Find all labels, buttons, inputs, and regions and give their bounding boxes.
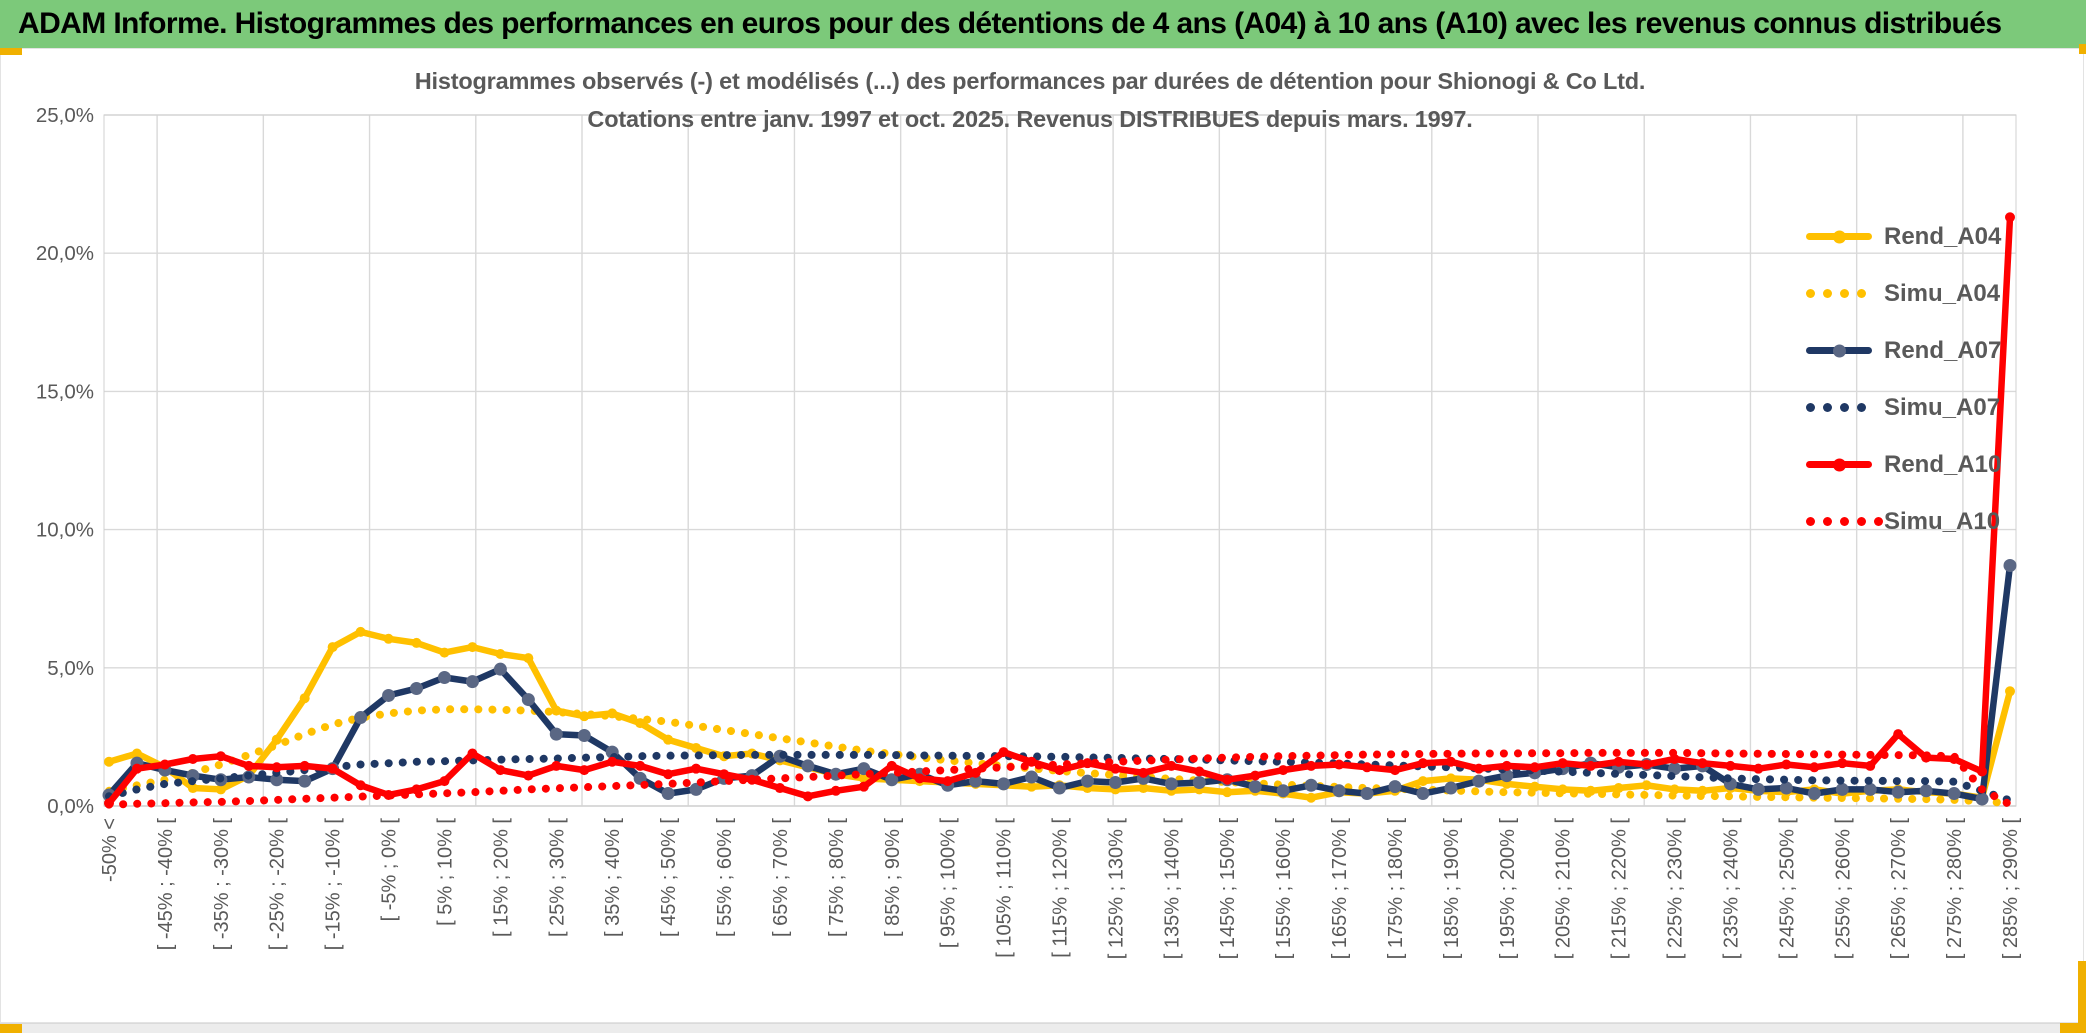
x-tick-label: [ 195% ; 200% [ xyxy=(1496,818,1519,960)
x-tick-label: [ 285% ; 290% [ xyxy=(2000,818,2022,960)
data-point xyxy=(663,769,673,779)
data-point xyxy=(1920,784,1933,797)
data-point xyxy=(801,759,814,772)
chart-subtitle: Cotations entre janv. 1997 et oct. 2025. Revenus DISTRIBUES depuis mars. 1997. xyxy=(587,106,1473,132)
legend-item-Simu_A07[interactable] xyxy=(1806,379,2058,436)
legend-dotted-swatch xyxy=(1806,289,1876,298)
data-point xyxy=(356,780,366,790)
y-tick-label: 25,0% xyxy=(35,104,94,127)
data-point xyxy=(300,693,310,703)
legend-line-swatch xyxy=(1806,461,1876,468)
data-point xyxy=(607,757,617,767)
data-point xyxy=(775,783,785,793)
data-point xyxy=(495,765,505,775)
data-point xyxy=(1193,776,1206,789)
data-point xyxy=(915,773,925,783)
legend-label: Simu_A04 xyxy=(1884,279,2001,307)
gold-accent-bottom-right xyxy=(2060,1023,2086,1033)
data-point xyxy=(1474,764,1484,774)
data-point xyxy=(467,642,477,652)
data-point xyxy=(1025,770,1038,783)
y-tick-label: 15,0% xyxy=(35,380,94,404)
x-tick-label: [ 45% ; 50% [ xyxy=(658,818,681,937)
data-point xyxy=(382,689,395,702)
data-point xyxy=(410,682,423,695)
data-point xyxy=(1278,765,1288,775)
data-point xyxy=(438,671,451,684)
x-tick-label: [ 165% ; 170% [ xyxy=(1329,818,1352,960)
legend-item-Simu_A04[interactable] xyxy=(1806,265,2058,322)
x-tick-label: [ 255% ; 260% [ xyxy=(1832,818,1855,960)
data-point xyxy=(1053,782,1066,795)
data-point xyxy=(2005,686,2015,696)
data-point xyxy=(328,764,338,774)
data-point xyxy=(1642,760,1652,770)
data-point xyxy=(579,765,589,775)
legend-item-Rend_A07[interactable] xyxy=(1806,322,2058,379)
x-tick-label: [ 55% ; 60% [ xyxy=(714,818,737,937)
data-point xyxy=(887,761,897,771)
data-point xyxy=(1418,776,1428,786)
x-tick-label: [ 265% ; 270% [ xyxy=(1888,818,1911,960)
data-point xyxy=(1808,787,1821,800)
data-point xyxy=(1390,765,1400,775)
legend-item-Rend_A04[interactable] xyxy=(1806,208,2058,265)
data-point xyxy=(1165,777,1178,790)
data-point xyxy=(1780,782,1793,795)
chart-title-block xyxy=(0,62,2060,138)
y-axis-labels xyxy=(36,104,94,818)
data-point xyxy=(578,729,591,742)
chart-title: Histogrammes observés (-) et modélisés (...) des performances par durées de détention pour Shionogi & Co Ltd. xyxy=(414,68,1646,94)
x-tick-label: [ -45% ; -40% [ xyxy=(154,818,177,951)
data-point xyxy=(943,776,953,786)
data-point xyxy=(1306,793,1316,803)
data-point xyxy=(1446,757,1456,767)
x-tick-label: [ 25% ; 30% [ xyxy=(546,818,569,937)
data-point xyxy=(1277,784,1290,797)
data-point xyxy=(384,634,394,644)
data-point xyxy=(1362,762,1372,772)
data-point xyxy=(216,751,226,761)
legend-line-swatch xyxy=(1806,347,1876,354)
data-point xyxy=(300,761,310,771)
data-point xyxy=(1138,768,1148,778)
data-point xyxy=(1361,787,1374,800)
gridlines xyxy=(104,115,2016,806)
data-point xyxy=(662,787,675,800)
data-point xyxy=(635,761,645,771)
chart-legend[interactable] xyxy=(1806,208,2058,550)
legend-label: Rend_A10 xyxy=(1884,450,2002,478)
x-tick-label: [ 225% ; 230% [ xyxy=(1664,818,1687,960)
data-point xyxy=(522,693,535,706)
data-point xyxy=(466,675,479,688)
data-point xyxy=(1110,764,1120,774)
x-tick-label: [ 65% ; 70% [ xyxy=(769,818,792,937)
data-point xyxy=(859,782,869,792)
data-point xyxy=(1194,766,1204,776)
x-tick-label: [ 105% ; 110% [ xyxy=(993,818,1016,958)
data-point xyxy=(356,627,366,637)
data-point xyxy=(439,648,449,658)
data-point xyxy=(132,764,142,774)
data-point xyxy=(1892,786,1905,799)
data-point xyxy=(467,748,477,758)
x-tick-label: [ 245% ; 250% [ xyxy=(1776,818,1799,960)
data-point xyxy=(831,786,841,796)
data-point xyxy=(1614,757,1624,767)
data-point xyxy=(244,761,254,771)
x-tick-label: [ 205% ; 210% [ xyxy=(1552,818,1575,960)
data-point xyxy=(1865,761,1875,771)
data-point xyxy=(1222,775,1232,785)
data-point xyxy=(1530,762,1540,772)
data-point xyxy=(1334,760,1344,770)
x-tick-label: [ -15% ; -10% [ xyxy=(322,818,345,951)
data-point xyxy=(354,711,367,724)
gold-accent-bottom-left xyxy=(0,1024,22,1033)
data-point xyxy=(1864,783,1877,796)
x-tick-label: [ 215% ; 220% [ xyxy=(1608,818,1631,960)
data-point xyxy=(1948,787,1961,800)
data-point xyxy=(1444,782,1457,795)
data-point xyxy=(412,638,422,648)
legend-item-Simu_A10[interactable] xyxy=(1806,493,2058,550)
data-point xyxy=(2004,559,2017,572)
page-title: ADAM Informe. Histogrammes des performances en euros pour des détentions de 4 ans (A04) à 10 ans (A10) avec les revenus connus distribués xyxy=(18,7,2002,40)
data-point xyxy=(803,791,813,801)
data-point xyxy=(1249,780,1262,793)
window-bottom-strip xyxy=(0,1023,2086,1033)
y-tick-label: 10,0% xyxy=(35,518,94,542)
data-point xyxy=(550,728,563,741)
data-point xyxy=(1558,758,1568,768)
gold-accent-top-right xyxy=(2079,44,2086,54)
data-point xyxy=(1977,766,1987,776)
data-point xyxy=(1752,783,1765,796)
data-point xyxy=(1642,780,1652,790)
data-point xyxy=(1586,761,1596,771)
legend-item-Rend_A10[interactable] xyxy=(1806,436,2058,493)
legend-dotted-swatch xyxy=(1806,403,1876,412)
x-axis-labels xyxy=(99,818,2022,960)
data-point xyxy=(1725,761,1735,771)
x-tick-label: [ 175% ; 180% [ xyxy=(1384,818,1407,960)
y-tick-label: 0,0% xyxy=(47,795,94,818)
data-point xyxy=(1502,761,1512,771)
x-tick-label: [ 85% ; 90% [ xyxy=(881,818,904,937)
legend-label: Simu_A10 xyxy=(1884,507,2001,535)
legend-label: Rend_A07 xyxy=(1884,336,2002,364)
data-point xyxy=(1416,787,1429,800)
data-point xyxy=(439,776,449,786)
x-tick-label: [ -25% ; -20% [ xyxy=(266,818,289,951)
series-Rend_A10[interactable] xyxy=(104,212,2015,808)
legend-dotted-swatch xyxy=(1806,517,1876,526)
data-point xyxy=(523,653,533,663)
data-point xyxy=(1306,761,1316,771)
data-point xyxy=(1697,758,1707,768)
data-point xyxy=(663,735,673,745)
data-point xyxy=(1222,787,1232,797)
x-tick-label: [ 275% ; 280% [ xyxy=(1944,818,1967,960)
x-tick-label: -50% < xyxy=(99,818,121,882)
x-tick-label: [ 135% ; 140% [ xyxy=(1161,818,1184,960)
data-point xyxy=(997,777,1010,790)
x-tick-label: [ 155% ; 160% [ xyxy=(1273,818,1296,960)
data-point xyxy=(1753,764,1763,774)
data-point xyxy=(1893,729,1903,739)
data-point xyxy=(328,642,338,652)
y-tick-label: 20,0% xyxy=(35,242,94,266)
data-point xyxy=(551,761,561,771)
data-point xyxy=(1809,762,1819,772)
data-point xyxy=(188,754,198,764)
legend-label: Simu_A07 xyxy=(1884,393,2001,421)
gold-accent-right-strip xyxy=(2078,961,2086,1023)
x-tick-label: [ 185% ; 190% [ xyxy=(1440,818,1463,960)
data-point xyxy=(272,762,282,772)
data-point xyxy=(1781,760,1791,770)
x-tick-label: [ 35% ; 40% [ xyxy=(602,818,625,937)
legend-line-swatch xyxy=(1806,233,1876,240)
data-point xyxy=(1305,779,1318,792)
data-point xyxy=(1333,784,1346,797)
data-point xyxy=(160,760,170,770)
gold-accent-top-left xyxy=(0,48,22,55)
x-tick-label: [ 235% ; 240% [ xyxy=(1720,818,1743,960)
x-tick-label: [ 115% ; 120% [ xyxy=(1049,818,1072,958)
x-tick-label: [ -35% ; -30% [ xyxy=(210,818,233,951)
data-point xyxy=(1388,780,1401,793)
data-point xyxy=(495,649,505,659)
data-point xyxy=(1976,793,1989,806)
y-tick-label: 5,0% xyxy=(47,656,94,680)
data-point xyxy=(1837,758,1847,768)
data-point xyxy=(494,663,507,676)
data-point xyxy=(1081,775,1094,788)
x-tick-label: [ 5% ; 10% [ xyxy=(434,818,457,926)
x-tick-label: [ 75% ; 80% [ xyxy=(825,818,848,937)
x-tick-label: [ 145% ; 150% [ xyxy=(1217,818,1240,960)
data-point xyxy=(691,764,701,774)
window-title-bar xyxy=(0,0,2086,48)
data-point xyxy=(523,771,533,781)
data-point xyxy=(1250,771,1260,781)
data-point xyxy=(104,757,114,767)
data-point xyxy=(298,775,311,788)
data-point xyxy=(1836,783,1849,796)
data-point xyxy=(1472,775,1485,788)
x-tick-label: [ 15% ; 20% [ xyxy=(490,818,513,937)
data-point xyxy=(1418,758,1428,768)
x-tick-label: [ 95% ; 100% [ xyxy=(937,818,960,949)
data-point xyxy=(1109,776,1122,789)
data-point xyxy=(999,747,1009,757)
x-tick-label: [ -5% ; 0% [ xyxy=(378,818,401,922)
x-tick-label: [ 125% ; 130% [ xyxy=(1105,818,1128,960)
legend-label: Rend_A04 xyxy=(1884,222,2002,250)
